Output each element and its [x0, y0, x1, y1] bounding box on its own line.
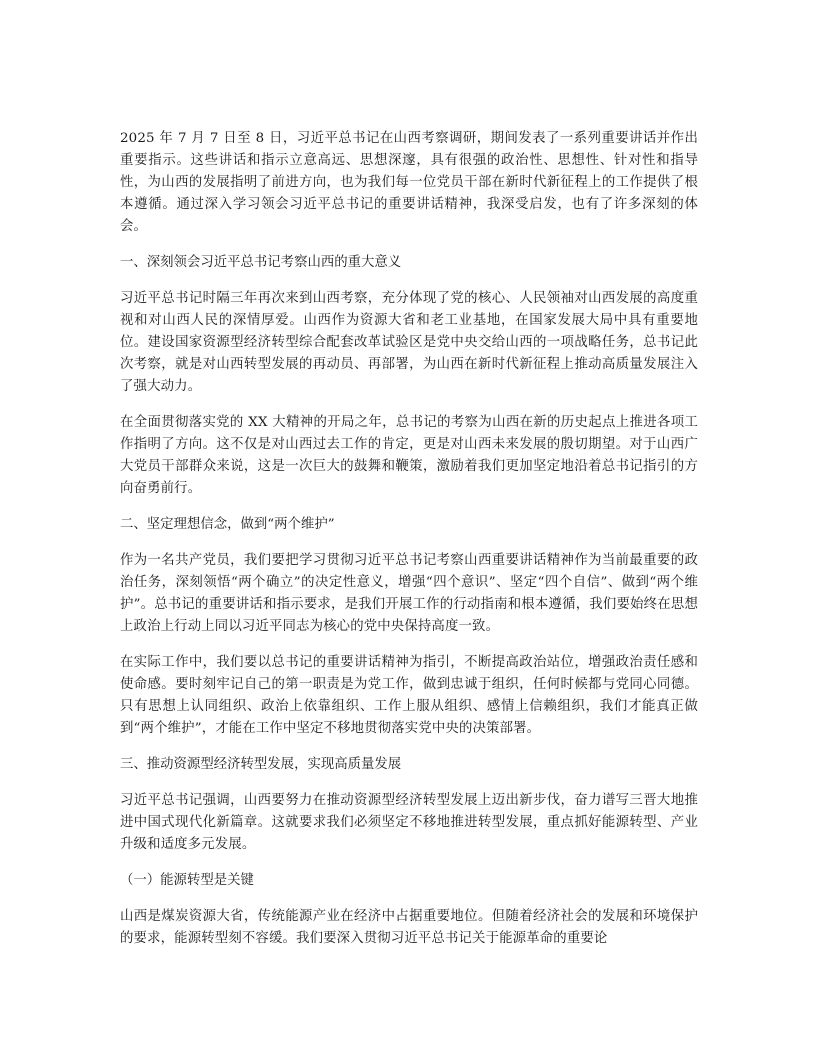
paragraph: 习近平总书记强调，山西要努力在推动资源型经济转型发展上迈出新步伐，奋力谱写三晋大地推进中国式现代化新篇章。这就要求我们必须坚定不移地推进转型发展，重点抓好能源转型、产业升级和适度多元发展。	[120, 793, 698, 852]
paragraph: 习近平总书记时隔三年再次来到山西考察，充分体现了党的核心、人民领袖对山西发展的高度重视和对山西人民的深情厚爱。山西作为资源大省和老工业基地，在国家发展大局中具有重要地位。建设国家资源型经济转型综合配套改革试验区是党中央交给山西的一项战略任务，总书记此次考察，就是对山西转型发展的再动员、再部署，为山西在新时代新征程上推动高质量发展注入了强大动力。	[120, 291, 698, 394]
paragraph: 在实际工作中，我们要以总书记的重要讲话精神为指引，不断提高政治站位，增强政治责任感和使命感。要时刻牢记自己的第一职责是为党工作，做到忠诚于组织，任何时候都与党同心同德。只有思想上认同组织、政治上依靠组织、工作上服从组织、感情上信赖组织，我们才能真正做到“两个维护”，才能在工作中坚定不移地贯彻落实党中央的决策部署。	[120, 655, 698, 736]
paragraph: 山西是煤炭资源大省，传统能源产业在经济中占据重要地位。但随着经济社会的发展和环境保护的要求，能源转型刻不容缓。我们要深入贯彻习近平总书记关于能源革命的重要论	[120, 909, 698, 946]
document-body	[120, 128, 698, 964]
intro-paragraph: 2025 年 7 月 7 日至 8 日，习近平总书记在山西考察调研，期间发表了一系列重要讲话并作出重要指示。这些讲话和指示立意高远、思想深邃，具有很强的政治性、思想性、针对性和指导性，为山西的发展指明了前进方向，也为我们每一位党员干部在新时代新征程上的工作提供了根本遵循。通过深入学习领会习近平总书记的重要讲话精神，我深受启发，也有了许多深刻的体会。	[120, 131, 698, 234]
paragraph: 作为一名共产党员，我们要把学习贯彻习近平总书记考察山西重要讲话精神作为当前最重要的政治任务，深刻领悟“两个确立”的决定性意义，增强“四个意识”、坚定“四个自信”、做到“两个维护”。总书记的重要讲话和指示要求，是我们开展工作的行动指南和根本遵循，我们要始终在思想上政治上行动上同以习近平同志为核心的党中央保持高度一致。	[120, 553, 698, 634]
section-heading-2: 二、坚定理想信念，做到“两个维护”	[120, 517, 335, 532]
section-heading-1: 一、深刻领会习近平总书记考察山西的重大意义	[120, 255, 402, 270]
subsection-heading-1: （一）能源转型是关键	[120, 873, 254, 888]
paragraph: 在全面贯彻落实党的 XX 大精神的开局之年，总书记的考察为山西在新的历史起点上推进各项工作指明了方向。这不仅是对山西过去工作的肯定，更是对山西未来发展的殷切期望。对于山西广大党员干部群众来说，这是一次巨大的鼓舞和鞭策，激励着我们更加坚定地沿着总书记指引的方向奋勇前行。	[120, 415, 698, 496]
section-heading-3: 三、推动资源型经济转型发展，实现高质量发展	[120, 757, 402, 772]
